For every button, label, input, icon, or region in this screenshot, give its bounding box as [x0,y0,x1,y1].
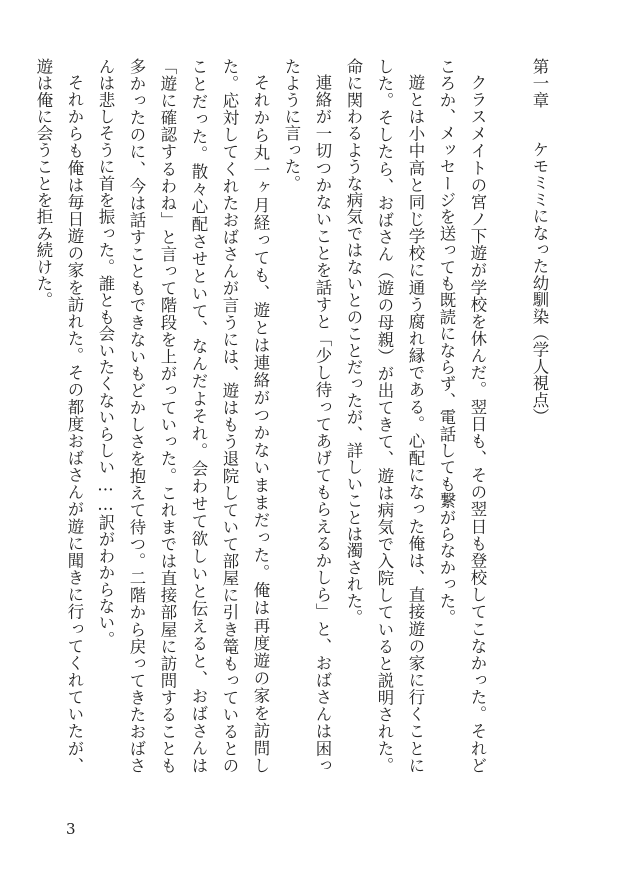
chapter-number: 第一章 [530,58,549,109]
paragraph-5: それからも俺は毎日遊の家を訪れた。その都度おばさんが遊に聞きに行ってくれていたが、遊は俺に会うことを拒み続けた。 [34,58,84,774]
paragraph-4: それから丸一ヶ月経っても、遊とは連絡がつかないままだった。俺は再度遊の家を訪問した。応対してくれたおばさんが言うには、遊はもう退院していて部屋に引き篭もっているとのことだった。散々心配させといて、なんだよそれ。会わせて欲しいと伝えると、おばさんは「遊に確認するわね」と言って階段を上がっていった。これまでは直接部屋に訪問することも多かったのに、今は話すこともできないもどかしさを抱えて待つ。二階から戻ってきたおばさんは悲しそうに首を振った。誰とも会いたくないらしい……訳がわからない。 [96,58,270,774]
paragraph-3: 連絡が一切つかないことを話すと「少し待ってあげてもらえるかしら」と、おばさんは困ったように言った。 [282,58,332,774]
chapter-title: ケモミミになった幼馴染（学人視点） [530,140,549,425]
paragraph-1: クラスメイトの宮ノ下遊が学校を休んだ。翌日も、その翌日も登校してこなかった。それどころか、メッセージを送っても既読にならず、電話しても繋がらなかった。 [437,58,487,774]
paragraph-2: 遊とは小中高と同じ学校に通う腐れ縁である。心配になった俺は、直接遊の家に行くことにした。そしたら、おばさん（遊の母親）が出てきて、遊は病気で入院していると説明された。命に関わるような病気ではないとのことだったが、詳しいことは濁された。 [344,58,425,774]
vertical-text-block [34,58,555,774]
page-number: 3 [66,820,76,838]
title-spacer [531,108,547,141]
chapter-heading [524,58,555,774]
